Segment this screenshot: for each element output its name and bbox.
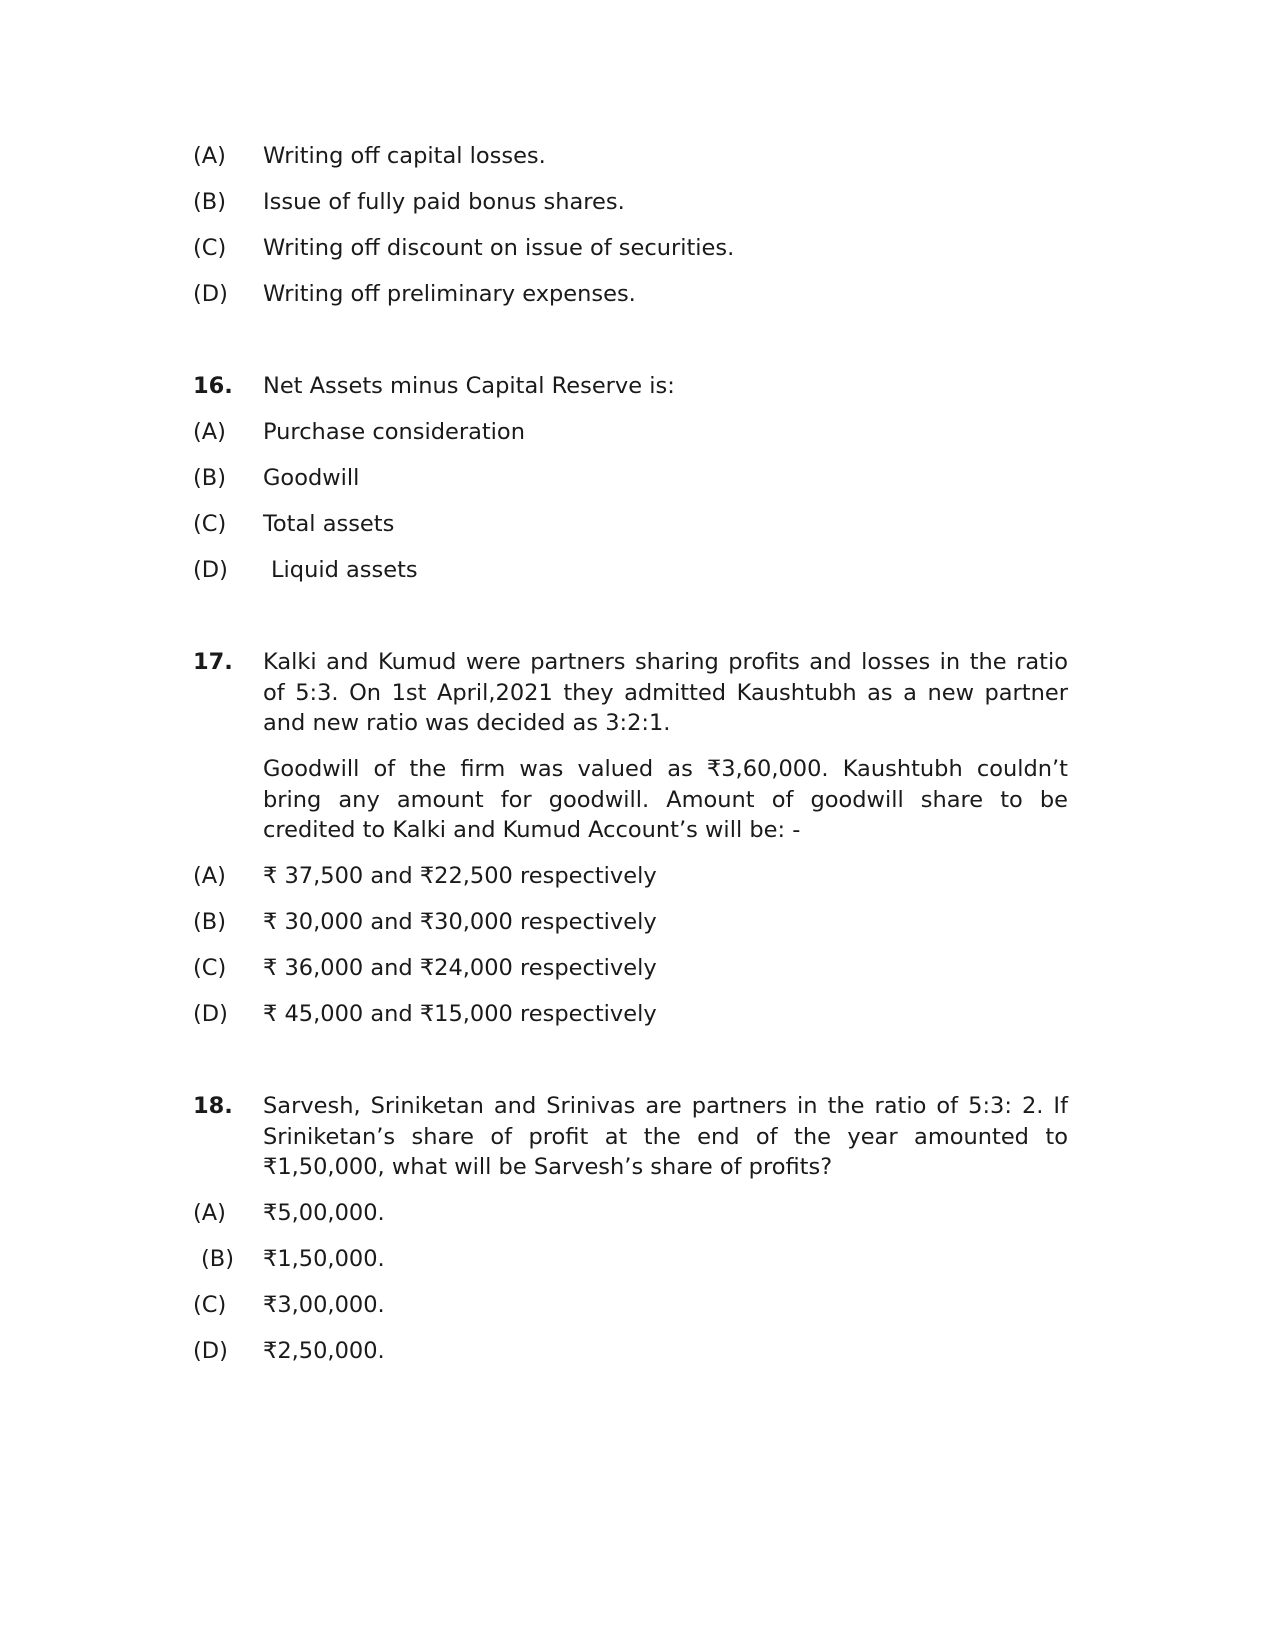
- option-label: (D): [193, 281, 228, 307]
- question-number: 17.: [193, 649, 233, 675]
- option-text: Purchase consideration: [263, 419, 525, 445]
- q17-paragraph-2: Goodwill of the firm was valued as ₹3,60,000. Kaushtubh couldn’t bring any amount for goodwill. Amount of goodwill share to be credited to Kalki and Kumud Account’s will be: -: [263, 756, 1068, 843]
- option-label: (B): [201, 1246, 234, 1272]
- option-text: Total assets: [263, 511, 395, 537]
- option-label: (D): [193, 1338, 228, 1364]
- option-text: Liquid assets: [271, 557, 418, 583]
- option-text: ₹ 30,000 and ₹30,000 respectively: [263, 909, 657, 935]
- q18-question: Sarvesh, Sriniketan and Srinivas are partners in the ratio of 5:3: 2. If Sriniketan’s share of profit at the end of the year amounted to ₹1,50,000, what will be Sarvesh’s share of profits?: [263, 1093, 1068, 1180]
- option-label: (B): [193, 909, 226, 935]
- option-label: (B): [193, 465, 226, 491]
- option-label: (D): [193, 1001, 228, 1027]
- option-label: (B): [193, 189, 226, 215]
- question-text: Net Assets minus Capital Reserve is:: [263, 373, 675, 399]
- option-text: Issue of fully paid bonus shares.: [263, 189, 625, 215]
- option-text: Writing off preliminary expenses.: [263, 281, 636, 307]
- option-text: ₹3,00,000.: [263, 1292, 385, 1318]
- option-label: (C): [193, 511, 227, 537]
- option-label: (A): [193, 419, 226, 445]
- question-number: 16.: [193, 373, 233, 399]
- option-label: (C): [193, 235, 227, 261]
- option-label: (A): [193, 863, 226, 889]
- option-text: Writing off capital losses.: [263, 143, 546, 169]
- option-label: (D): [193, 557, 228, 583]
- option-label: (C): [193, 1292, 227, 1318]
- q17-paragraph-1: Kalki and Kumud were partners sharing profits and losses in the ratio of 5:3. On 1st April,2021 they admitted Kaushtubh as a new partner and new ratio was decided as 3:2:1.: [263, 649, 1068, 736]
- option-label: (C): [193, 955, 227, 981]
- option-label: (A): [193, 1200, 226, 1226]
- option-text: ₹ 45,000 and ₹15,000 respectively: [263, 1001, 657, 1027]
- option-label: (A): [193, 143, 226, 169]
- question-number: 18.: [193, 1093, 233, 1119]
- option-text: ₹1,50,000.: [263, 1246, 385, 1272]
- option-text: ₹ 36,000 and ₹24,000 respectively: [263, 955, 657, 981]
- option-text: Goodwill: [263, 465, 360, 491]
- option-text: ₹2,50,000.: [263, 1338, 385, 1364]
- option-text: ₹ 37,500 and ₹22,500 respectively: [263, 863, 657, 889]
- option-text: Writing off discount on issue of securities.: [263, 235, 735, 261]
- option-text: ₹5,00,000.: [263, 1200, 385, 1226]
